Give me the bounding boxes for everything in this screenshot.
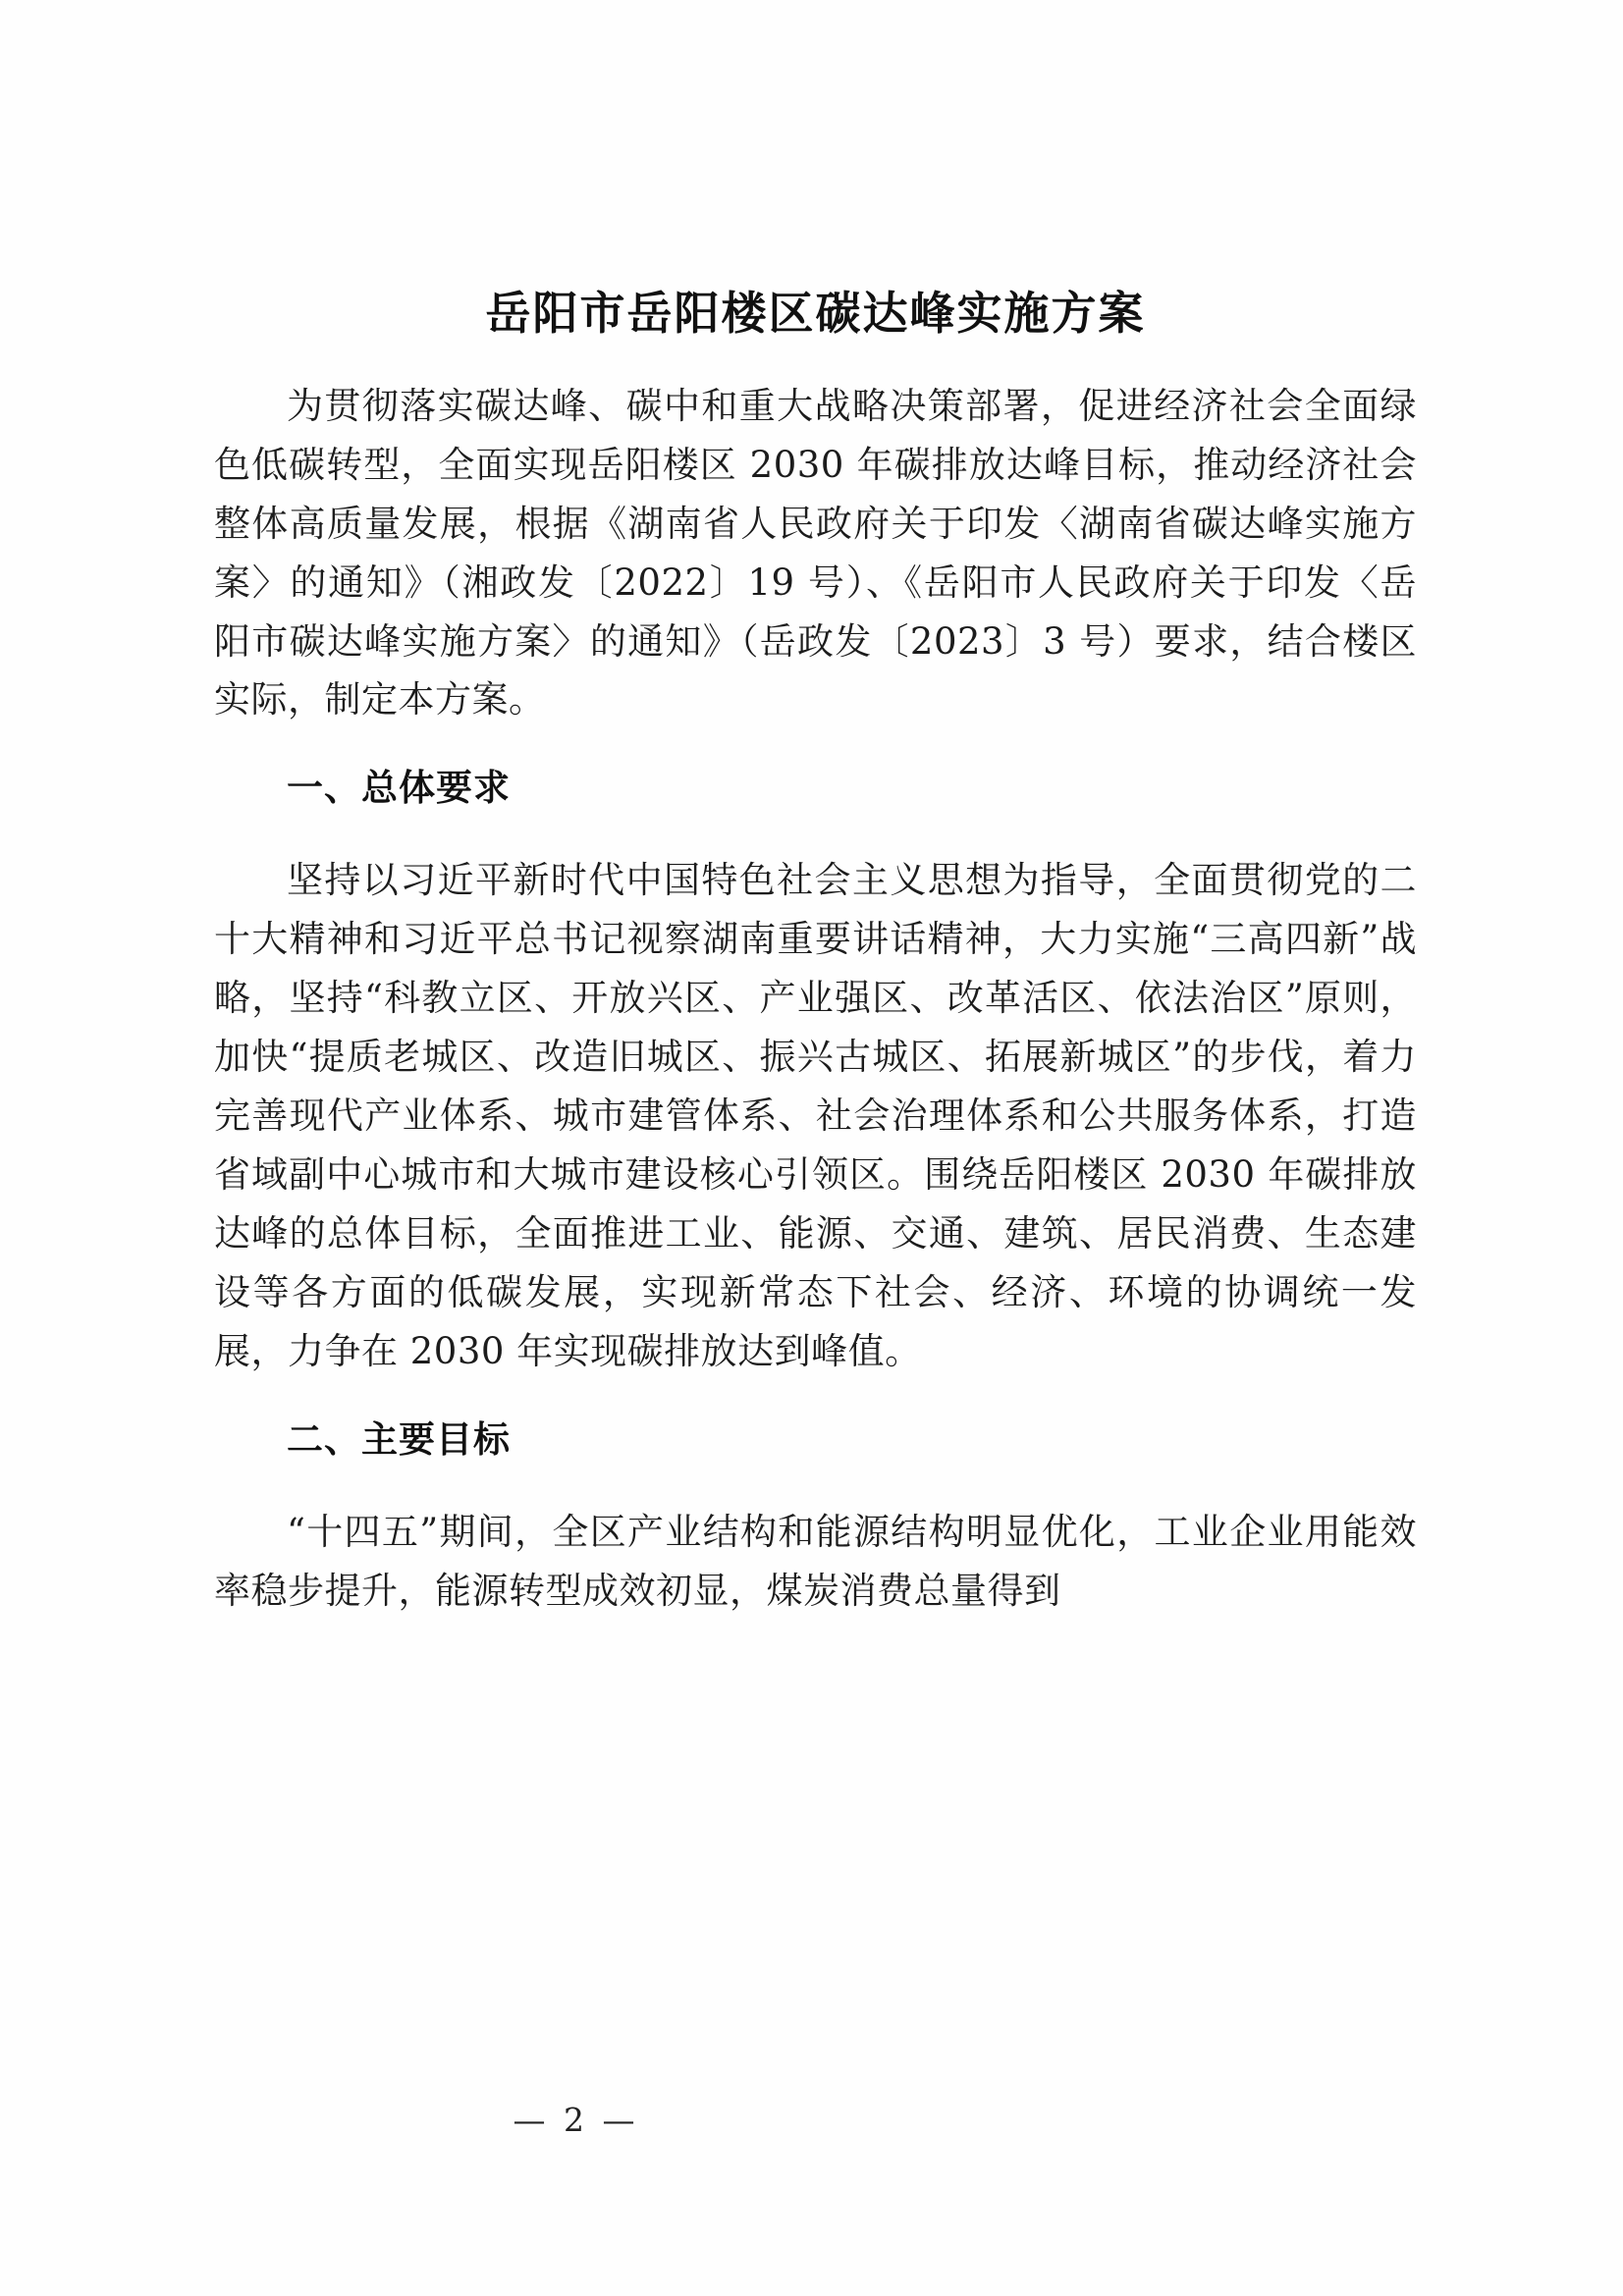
page-number: — 2 — [513, 2101, 639, 2139]
page-content [214, 0, 1417, 1621]
page-footer [0, 2101, 1623, 2139]
section-heading-overall-requirements: 一、总体要求 [287, 766, 511, 810]
paragraph-intro: 为贯彻落实碳达峰、碳中和重大战略决策部署，促进经济社会全面绿色低碳转型，全面实现岳阳楼区 2030 年碳排放达峰目标，推动经济社会整体高质量发展，根据《湖南省人民政府关于印发〈湖南省碳达峰实施方案〉的通知》（湘政发〔2022〕19 号）、《岳阳市人民政府关于印发〈岳阳市碳达峰实施方案〉的通知》（岳政发〔2023〕3 号）要求，结合楼区实际，制定本方案。 [214, 384, 1417, 721]
section-heading-main-objectives: 二、主要目标 [287, 1416, 511, 1461]
paragraph-main-objectives: “十四五”期间，全区产业结构和能源结构明显优化，工业企业用能效率稳步提升，能源转型成效初显，煤炭消费总量得到 [214, 1510, 1417, 1612]
paragraph-overall-requirements: 坚持以习近平新时代中国特色社会主义思想为指导，全面贯彻党的二十大精神和习近平总书记视察湖南重要讲话精神，大力实施“三高四新”战略，坚持“科教立区、开放兴区、产业强区、改革活区、依法治区”原则，加快“提质老城区、改造旧城区、振兴古城区、拓展新城区”的步伐，着力完善现代产业体系、城市建管体系、社会治理体系和公共服务体系，打造省域副中心城市和大城市建设核心引领区。围绕岳阳楼区 2030 年碳排放达峰的总体目标，全面推进工业、能源、交通、建筑、居民消费、生态建设等各方面的低碳发展，实现新常态下社会、经济、环境的协调统一发展，力争在 2030 年实现碳排放达到峰值。 [214, 859, 1417, 1372]
page-title: 岳阳市岳阳楼区碳达峰实施方案 [485, 287, 1146, 340]
